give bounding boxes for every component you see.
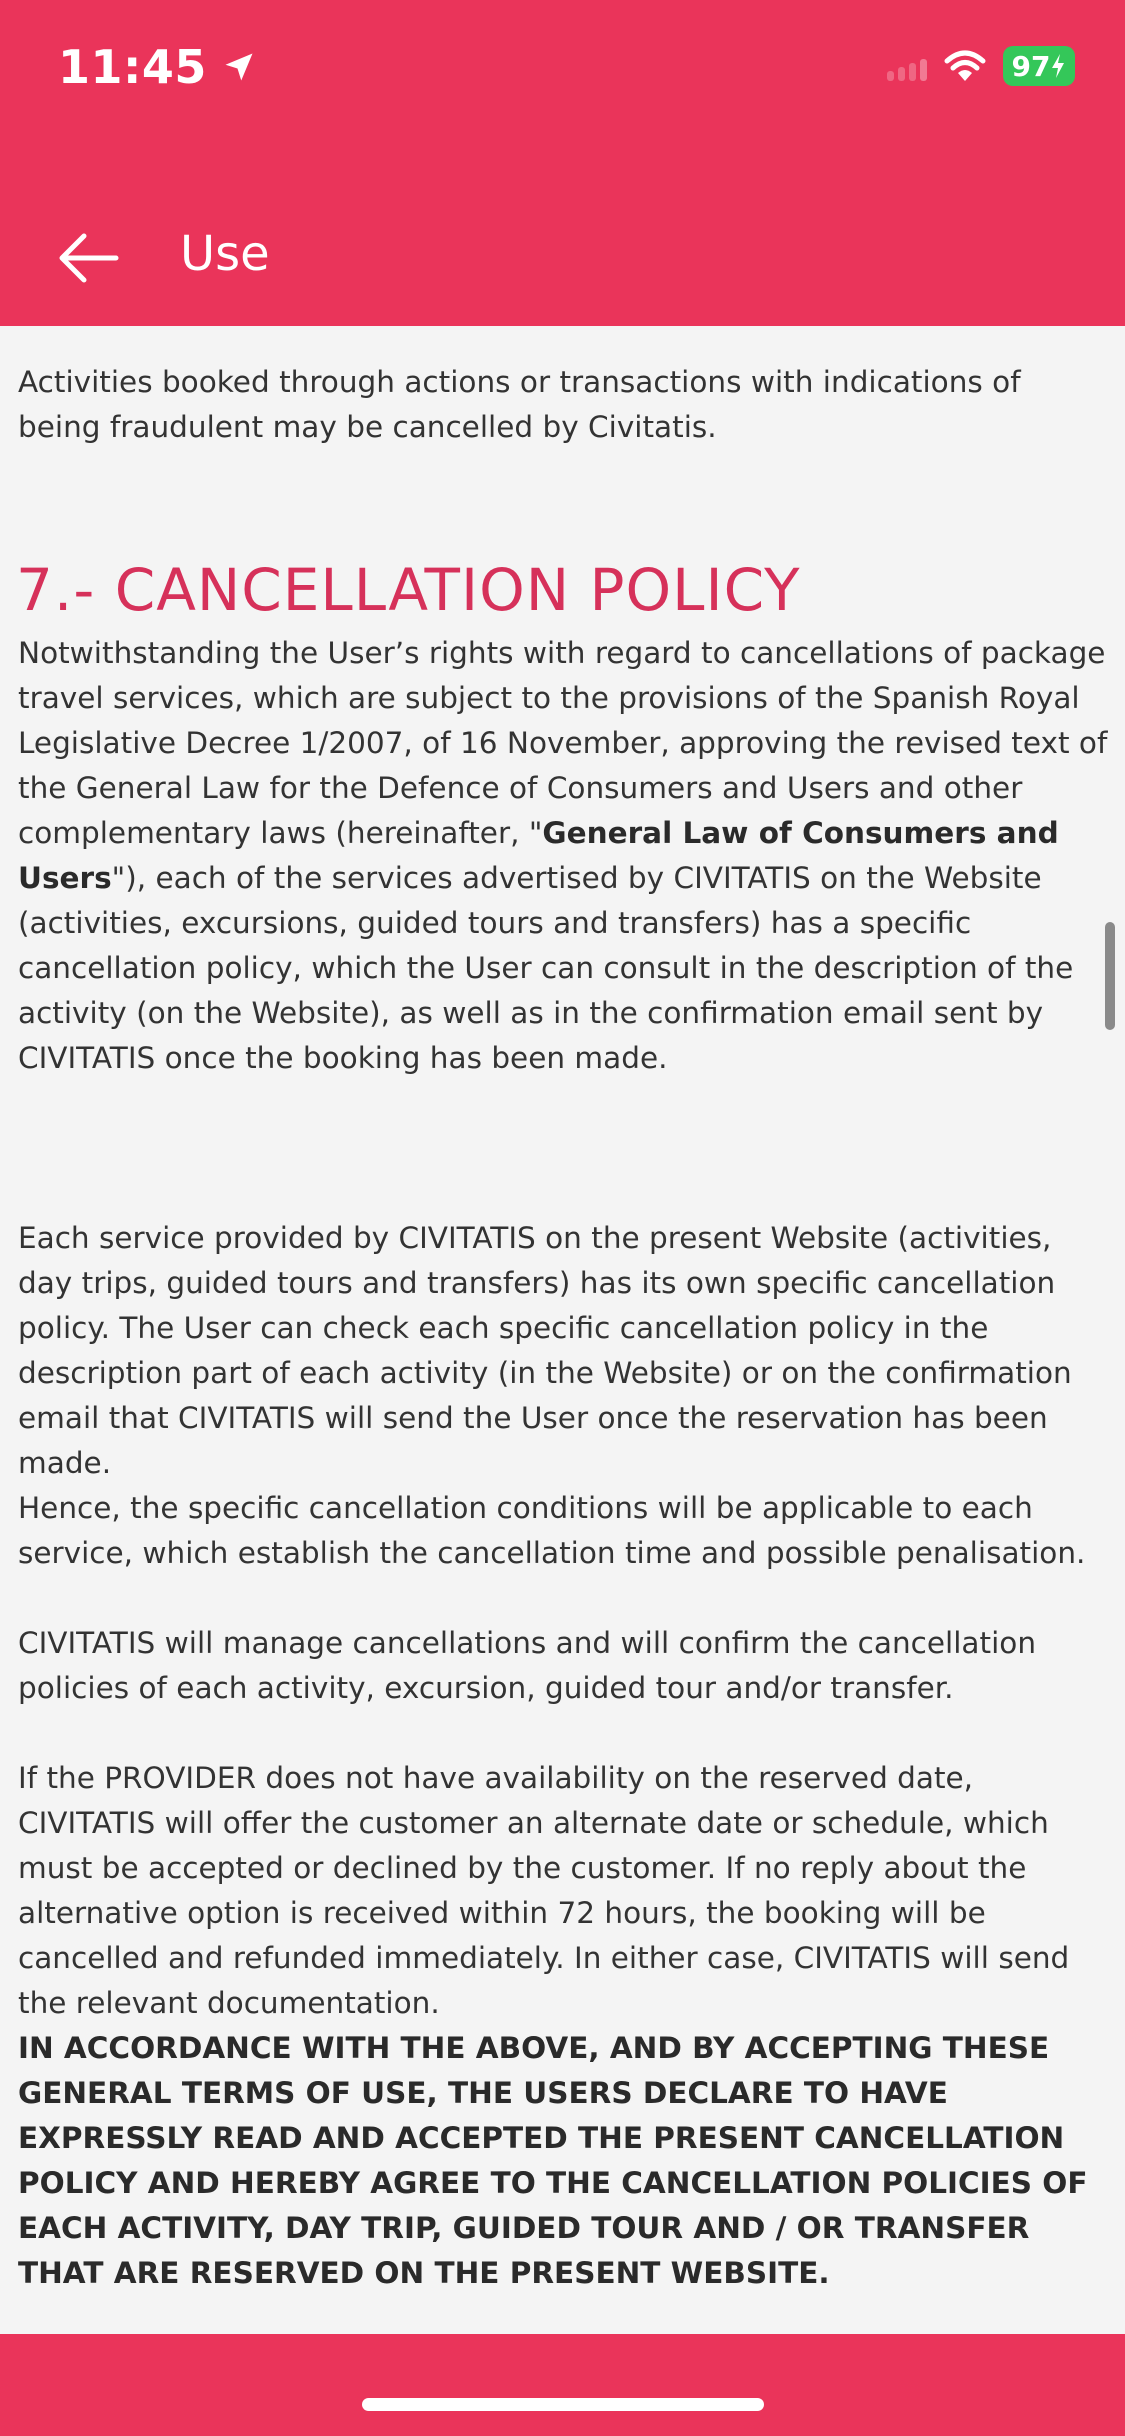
bold-term: General Law of Consumers and Users [18, 816, 1059, 895]
charging-bolt-icon [1050, 54, 1066, 78]
status-bar-time [58, 40, 257, 94]
location-arrow-icon [221, 49, 257, 85]
arrow-left-icon [56, 232, 120, 284]
time-text: 11:45 [58, 40, 207, 94]
paragraph-manage: CIVITATIS will manage cancellations and will confirm the cancellation policies of each activity, excursion, guided tour and/or transfer. [18, 1626, 1037, 1705]
paragraph-fraud: Activities booked through actions or transactions with indications of being fraudulent may be cancelled by Civitatis. [18, 365, 1021, 444]
terms-content[interactable] [0, 326, 1125, 2324]
back-button[interactable] [48, 218, 128, 298]
page-title: Use [180, 226, 270, 282]
paragraph-conditions: Hence, the specific cancellation conditions will be applicable to each service, which establish the cancellation time and possible penalisation. [18, 1491, 1086, 1570]
paragraph-agreement: IN ACCORDANCE WITH THE ABOVE, AND BY ACCEPTING THESE GENERAL TERMS OF USE, THE USERS DECLARE TO HAVE EXPRESSLY READ AND ACCEPTED THE PRESENT CANCELLATION POLICY AND HEREBY AGREE TO THE CANCELLATION POLICIES OF EACH ACTIVITY, DAY TRIP, GUIDED TOUR AND / OR TRANSFER THAT ARE RESERVED ON THE PRESENT WEBSITE. [18, 2031, 1088, 2290]
paragraph-cancellation-intro [18, 631, 1108, 1081]
battery-indicator [1003, 46, 1075, 86]
cellular-signal-icon [887, 51, 927, 81]
scrollbar-thumb[interactable] [1105, 922, 1115, 1030]
battery-level: 97 [1011, 49, 1051, 83]
home-indicator[interactable] [362, 2398, 764, 2411]
section-heading: 7.- CANCELLATION POLICY [16, 556, 801, 624]
paragraph-text-part: Notwithstanding the User’s rights with regard to cancellations of package travel services, which are subject to the provisions of the Spanish Royal Legislative Decree 1/2007, of 16 November, approving the revised text of the General Law for the Defence of Consumers and Users and other complementary laws (hereinafter, " [18, 636, 1108, 850]
wifi-icon [943, 49, 987, 83]
app-header [0, 0, 1125, 326]
bottom-bar [0, 2334, 1125, 2436]
paragraph-service-policy: Each service provided by CIVITATIS on the present Website (activities, day trips, guided tours and transfers) has its own specific cancellation policy. The User can check each specific cancellation policy in the description part of each activity (in the Website) or on the confirmation email that CIVITATIS will send the User once the reservation has been made. [18, 1221, 1072, 1480]
paragraph-provider: If the PROVIDER does not have availability on the reserved date, CIVITATIS will offer the customer an alternate date or schedule, which must be accepted or declined by the customer. If no reply about the alternative option is received within 72 hours, the booking will be cancelled and refunded immediately. In either case, CIVITATIS will send the relevant documentation. [18, 1761, 1070, 2020]
status-bar-indicators [887, 46, 1075, 86]
paragraph-text-part: "), each of the services advertised by CIVITATIS on the Website (activities, excursions, guided tours and transfers) has a specific cancellation policy, which the User can consult in the description of the activity (on the Website), as well as in the confirmation email sent by CIVITATIS once the booking has been made. [18, 861, 1074, 1075]
